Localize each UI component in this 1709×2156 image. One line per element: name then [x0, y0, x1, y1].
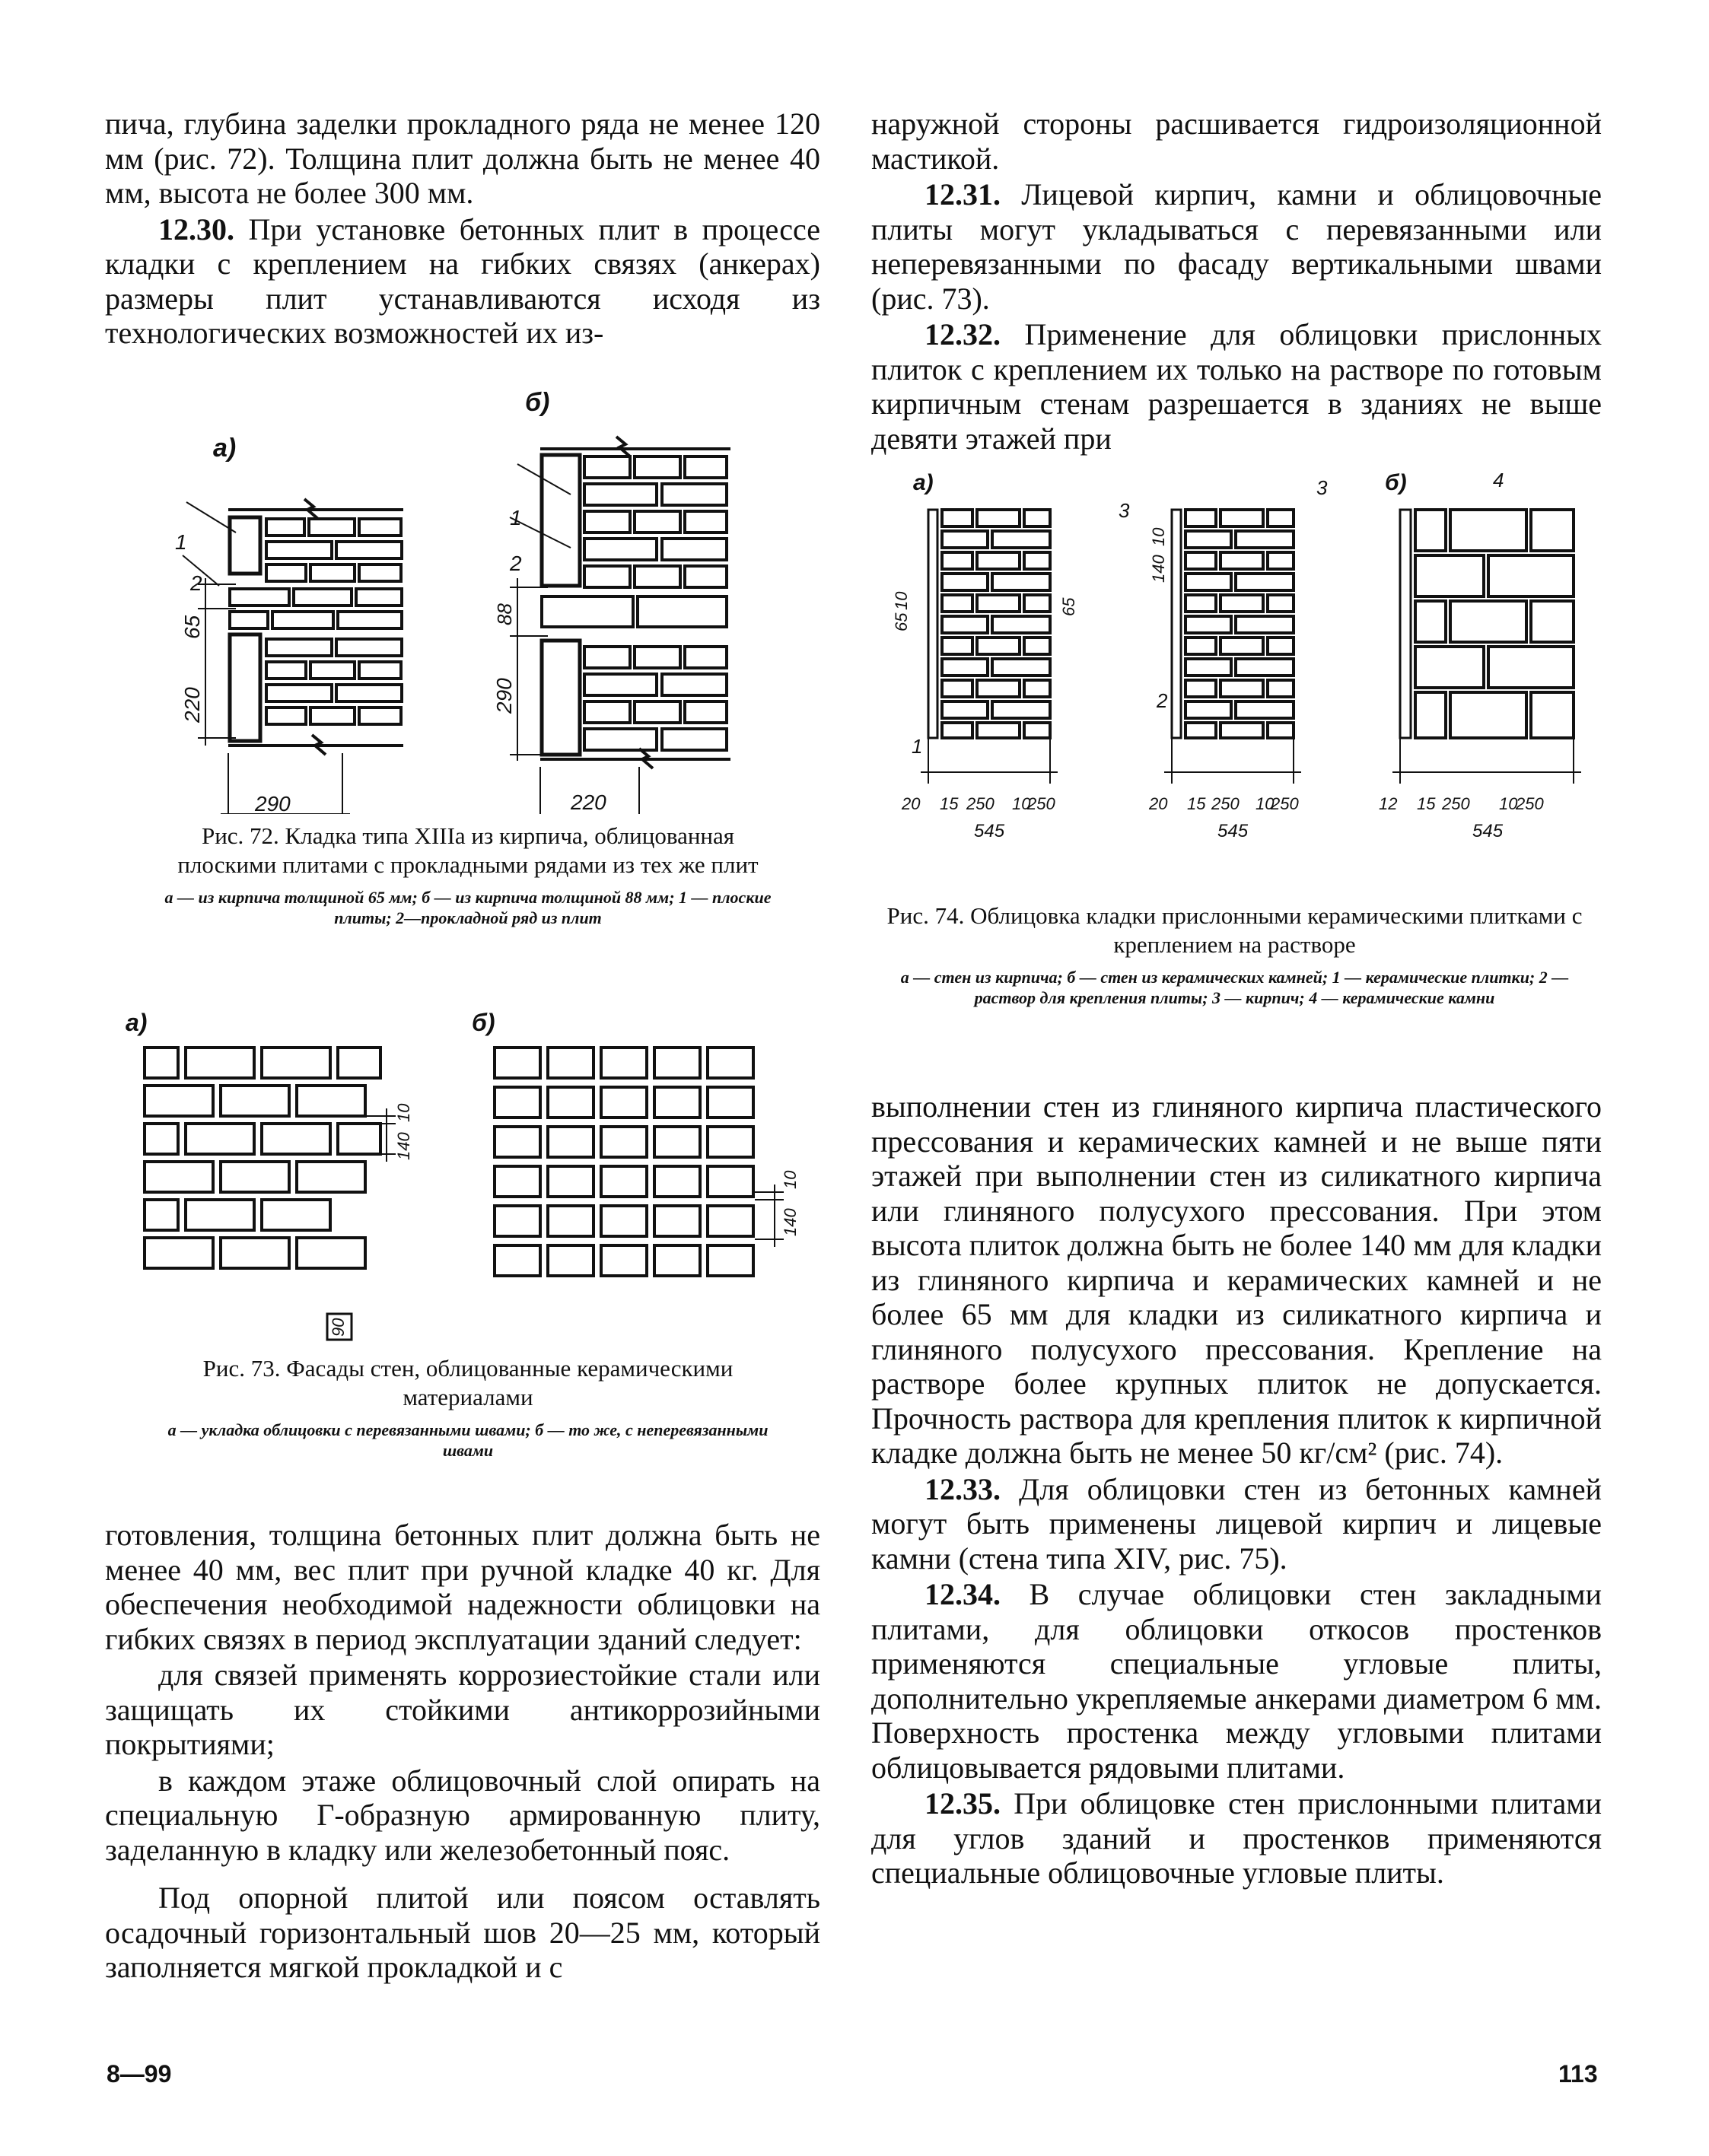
- page-number: 113: [1558, 2060, 1598, 2088]
- dim-250: 250: [1516, 794, 1544, 813]
- figure-73-caption-block: [145, 1354, 791, 1461]
- callout-2: 2: [1157, 689, 1168, 712]
- paragraph-12-33: [871, 1472, 1602, 1576]
- callout-1: 1: [912, 735, 923, 758]
- dim-10: 10: [1499, 794, 1518, 813]
- callout-3: 3: [1316, 476, 1328, 499]
- dim-545: 545: [974, 821, 1005, 841]
- dim-220: 220: [180, 687, 204, 723]
- figure-73-a: [145, 1048, 396, 1340]
- figure-72-caption-block: [152, 822, 784, 928]
- dim-15: 15: [1187, 794, 1206, 813]
- dim-10: 10: [1255, 794, 1275, 813]
- paragraph-last-left: Под опорной плитой или поясом оставлять осадочный горизонтальный шов 20—25 мм, который заполняется мягкой прокладкой и с: [105, 1881, 820, 1984]
- figure-73-label-a: а): [126, 1009, 148, 1036]
- figure-74-legend: а — стен из кирпича; б — стен из керамических камней; 1 — керамические плитки; 2 — раствор для крепления плиты; 3 — кирпич; 4 — керамические камни: [900, 968, 1569, 1007]
- dim-10: 10: [892, 591, 911, 610]
- dim-20: 20: [902, 794, 921, 813]
- dim-250: 250: [1271, 794, 1299, 813]
- dim-220: 220: [571, 790, 606, 814]
- dim-10: 10: [1149, 527, 1168, 546]
- callout-3: 3: [1119, 499, 1130, 522]
- dim-10: 10: [394, 1103, 413, 1122]
- dim-10: 10: [1012, 794, 1031, 813]
- callout-2: 2: [190, 571, 202, 595]
- callout-2: 2: [510, 552, 522, 575]
- section-number: 12.35.: [925, 1786, 1001, 1821]
- dim-15: 15: [940, 794, 959, 813]
- figure-72-b: [510, 437, 730, 814]
- dim-20: 20: [1149, 794, 1168, 813]
- dim-250: 250: [1442, 794, 1470, 813]
- footer-signature: 8—99: [107, 2060, 172, 2088]
- dim-15: 15: [1417, 794, 1436, 813]
- dim-140: 140: [1149, 555, 1168, 583]
- callout-1: 1: [510, 506, 522, 529]
- left-column-top: [105, 107, 820, 351]
- callout-4: 4: [1493, 469, 1504, 491]
- dim-250: 250: [1027, 794, 1055, 813]
- paragraph-text: Для облицовки стен из бетонных камней могут быть применены лицевой кирпич и лицевые камни (стена типа XIV, рис. 75).: [871, 1471, 1602, 1576]
- dim-545: 545: [1217, 821, 1249, 841]
- dim-290: 290: [255, 792, 291, 814]
- figure-73-label-b: б): [472, 1009, 495, 1036]
- paragraph-12-35: [871, 1786, 1602, 1890]
- dim-65: 65: [892, 612, 911, 631]
- dim-90: 90: [329, 1318, 348, 1337]
- paragraph-text: Лицевой кирпич, камни и облицовочные плиты могут укладываться с перевязанными или неперевязанными по фасаду вертикальными швами (рис. 73).: [871, 177, 1602, 316]
- figure-72-a: [183, 499, 403, 814]
- figure-74-a: [921, 510, 1058, 784]
- figure-74-caption-block: [871, 902, 1598, 1008]
- bullet-item: для связей применять коррозиестойкие стали или защищать их стойкими антикоррозийными покрытиями;: [105, 1658, 820, 1761]
- section-number: 12.32.: [925, 317, 1001, 351]
- section-number: 12.33.: [925, 1471, 1001, 1506]
- figure-73-b: [495, 1048, 784, 1276]
- dim-140: 140: [781, 1208, 800, 1236]
- figure-73-caption: Рис. 73. Фасады стен, облицованные керамическими материалами: [202, 1355, 734, 1410]
- dim-140: 140: [394, 1132, 413, 1160]
- figure-73: [114, 1008, 814, 1343]
- right-column-bottom: [871, 1089, 1602, 1890]
- paragraph-text: При облицовке стен прислонными плитами для углов зданий и простенков применяются специальные облицовочные угловые плиты.: [871, 1786, 1602, 1890]
- paragraph-text: В случае облицовки стен закладными плитами, для облицовки откосов простенков применяются специальные угловые плиты, дополнительно укрепляемые анкерами диаметром 6 мм. Поверхность простенка между угловыми плитами облицовывается рядовыми плитами.: [871, 1577, 1602, 1785]
- dim-10: 10: [781, 1170, 800, 1189]
- paragraph-12-30: [105, 212, 820, 351]
- dim-545: 545: [1472, 821, 1504, 841]
- dim-250: 250: [966, 794, 995, 813]
- figure-74-a2: [1164, 510, 1301, 784]
- bullet-item: в каждом этаже облицовочный слой опирать на специальную Г-образную армированную плиту, заделанную в кладку или железобетонный пояс.: [105, 1763, 820, 1867]
- figure-74-caption: Рис. 74. Облицовка кладки прислонными керамическими плитками с креплением на растворе: [886, 902, 1583, 958]
- figure-73-legend: а — укладка облицовки с перевязанными швами; б — то же, с неперевязанными швами: [167, 1420, 769, 1460]
- figure-72-legend: а — из кирпича толщиной 65 мм; б — из кирпича толщиной 88 мм; 1 — плоские плиты; 2—прокладной ряд из плит: [164, 888, 772, 927]
- paragraph-12-34: [871, 1577, 1602, 1785]
- dim-290: 290: [492, 678, 516, 714]
- paragraph-text: При установке бетонных плит в процессе кладки с креплением на гибких связях (анкерах) размеры плит устанавливаются исходя из технологических возможностей их из-: [105, 211, 820, 350]
- paragraph-text: Применение для облицовки прислонных плиток с креплением их только на растворе по готовым кирпичным стенам разрешается в зданиях не выше девяти этажей при: [871, 317, 1602, 456]
- figure-72-label-a: а): [213, 434, 237, 463]
- paragraph-top-right: наружной стороны расшивается гидроизоляционной мастикой.: [871, 107, 1602, 176]
- dim-250: 250: [1211, 794, 1240, 813]
- figure-72-caption: Рис. 72. Кладка типа XIIIа из кирпича, облицованная плоскими плитами с прокладными рядами из тех же плит: [177, 822, 759, 878]
- figure-72-label-b: б): [525, 388, 550, 417]
- figure-74: [867, 464, 1613, 860]
- paragraph-continuation: выполнении стен из глиняного кирпича пластического прессования и керамических камней и не выше пяти этажей при выполнении стен из силикатного кирпича или глиняного полусухого прессования. При этом высота плиток должна быть не более 140 мм для кладки из глиняного кирпича и керамических камней и не более 65 мм для кладки из силикатного кирпича и глиняного полусухого прессования. Крепление на растворе более крупных плиток не допускается. Прочность раствора для крепления плиток к кирпичной кладке должна быть не менее 50 кг/см² (рис. 74).: [871, 1089, 1602, 1470]
- section-number: 12.30.: [158, 211, 234, 246]
- dim-12: 12: [1379, 794, 1398, 813]
- paragraph-12-32: [871, 317, 1602, 456]
- section-number: 12.34.: [925, 1577, 1001, 1611]
- paragraph-top-left: пича, глубина заделки прокладного ряда не менее 120 мм (рис. 72). Толщина плит должна быть не менее 40 мм, высота не более 300 мм.: [105, 107, 820, 210]
- dim-88: 88: [493, 603, 516, 625]
- left-column-bottom: [105, 1518, 820, 1985]
- figure-72: [145, 388, 799, 814]
- right-column-top: [871, 107, 1602, 456]
- figure-74-b: [1392, 510, 1581, 784]
- paragraph-12-31: [871, 177, 1602, 316]
- section-number: 12.31.: [925, 177, 1001, 211]
- callout-1: 1: [175, 530, 187, 554]
- dim-65: 65: [180, 615, 204, 639]
- paragraph-continuation: готовления, толщина бетонных плит должна быть не менее 40 мм, вес плит при ручной кладке 40 кг. Для обеспечения необходимой надежности облицовки на гибких связях в период эксплуатации зданий следует:: [105, 1518, 820, 1656]
- figure-74-label-b: б): [1385, 470, 1407, 495]
- dim-65: 65: [1059, 597, 1078, 616]
- figure-74-label-a: а): [913, 470, 934, 495]
